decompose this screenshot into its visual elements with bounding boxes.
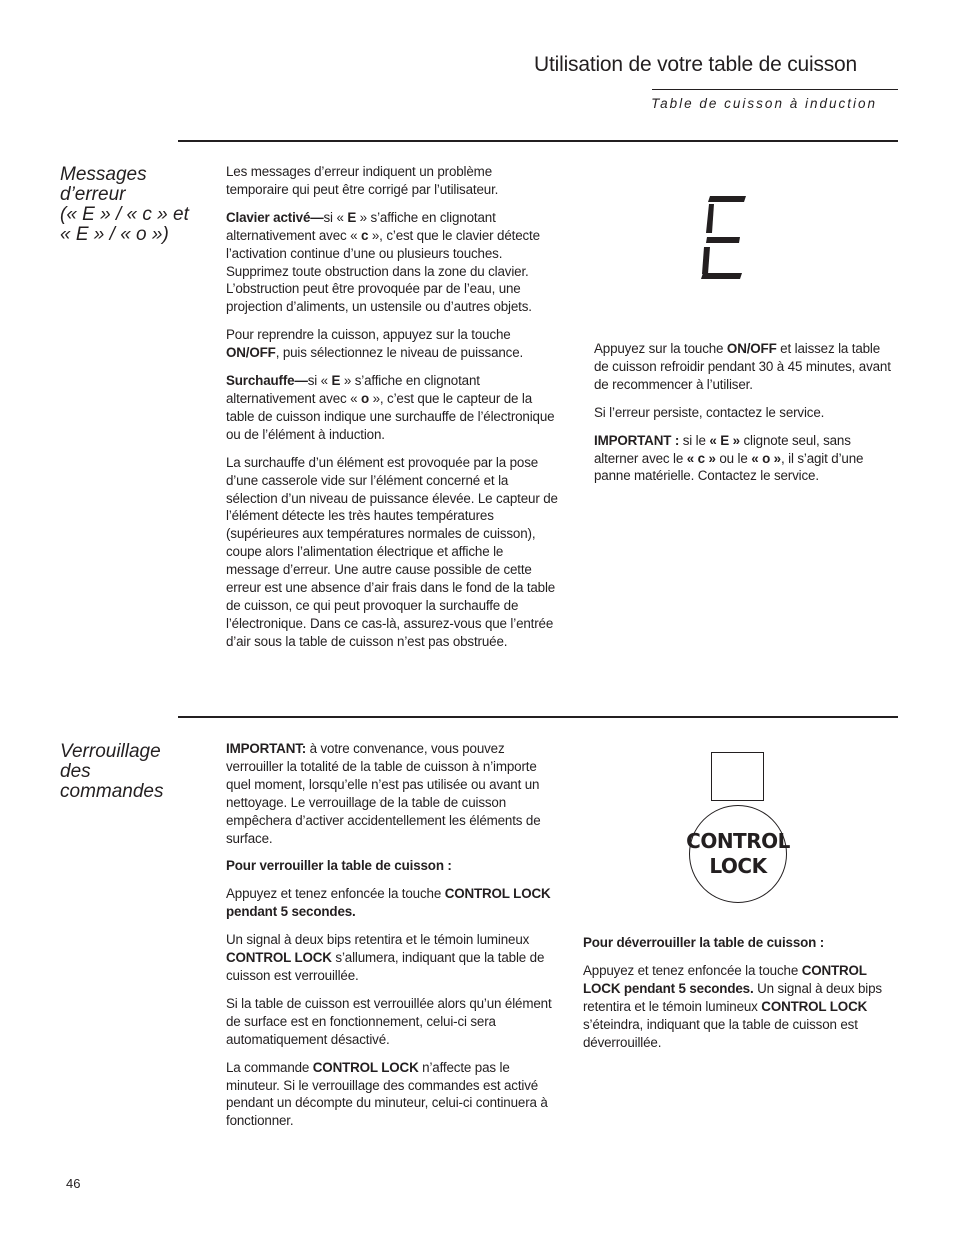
control-lock-body [226,740,558,1140]
section-divider [178,716,898,718]
paragraph-important: IMPORTANT : si le « E » clignote seul, sans alterner avec le « c » ou le « o », il s’agit d’une panne matérielle. Contactez le service. [594,432,864,484]
button-label-line: CONTROL [686,829,790,853]
error-messages-body [226,163,558,661]
control-unlock-body [583,934,897,1061]
paragraph: La commande CONTROL LOCK n’affecte pas le minuteur. Si le verrouillage des commandes est activé pendant un décompte du minuteur, celui-ci continuera à fonctionner. [226,1059,548,1129]
seven-segment-e-display-icon [698,193,750,283]
paragraph: La surchauffe d’un élément est provoquée par la pose d’une casserole vide sur l’élément concerné et la sélection d’un niveau de puissance élevée. Le capteur de l’élément détecte les très hautes températures (supérieures aux températures normales de cuisson), coupe alors l’alimentation électrique et affiche le message d’erreur. Une autre cause possible de cette erreur est une absence d’air frais dans le fond de la table de cuisson, ce qui peut provoquer la surchauffe de l’électronique. Dans ce cas-là, assurez-vous que l’entrée d’air sous la table de cuisson n’est pas obstruée. [226,454,558,649]
section-title-line: commandes [60,781,164,802]
error-messages-actions [594,340,896,495]
button-label-line: LOCK [709,854,767,878]
control-lock-button-illustration [686,805,790,903]
page-subtitle: Table de cuisson à induction [651,96,877,111]
paragraph-important: IMPORTANT: à votre convenance, vous pouvez verrouiller la totalité de la table de cuisson à n’importe quel moment, lorsqu’elle n’est pas utilisée ou avant un nettoyage. Le verrouillage de la table de cuisson empêchera d’activer accidentellement les éléments de surface. [226,741,541,846]
section-title-line: « E » / « o ») [60,224,169,245]
section-title-error-messages [60,165,210,245]
section-title-line: Verrouillage [60,741,161,762]
section-title-line: des [60,761,91,782]
page-title: Utilisation de votre table de cuisson [534,53,857,76]
subheading-lock: Pour verrouiller la table de cuisson : [226,858,452,874]
paragraph: Appuyez et tenez enfoncée la touche CONTROL LOCK pendant 5 secondes. Un signal à deux bips retentira et le témoin lumineux CONTROL LOCK s’éteindra, indiquant que la table de cuisson est déverrouillée. [583,962,882,1050]
section-title-line: (« E » / « c » et [60,204,189,225]
paragraph: Un signal à deux bips retentira et le témoin lumineux CONTROL LOCK s’allumera, indiquant que la table de cuisson est verrouillée. [226,932,545,983]
paragraph: Si l’erreur persiste, contactez le service. [594,404,825,420]
subheading-unlock: Pour déverrouiller la table de cuisson : [583,935,825,950]
section-title-line: Messages [60,164,147,185]
indicator-light-icon [711,752,764,801]
paragraph: Si la table de cuisson est verrouillée alors qu’un élément de surface est en fonctionnement, celui-ci sera automatiquement désactivé. [226,995,552,1047]
paragraph: Les messages d’erreur indiquent un problème temporaire qui peut être corrigé par l’utilisateur. [226,164,499,197]
section-title-control-lock [60,742,210,802]
paragraph: Pour reprendre la cuisson, appuyez sur la touche ON/OFF, puis sélectionnez le niveau de puissance. [226,327,524,361]
paragraph-overheat: Surchauffe—si « E » s’affiche en clignotant alternativement avec « o », c’est que le capteur de la table de cuisson indique une surchauffe de l’électronique ou de l’élément à induction. [226,373,555,442]
section-divider [178,140,898,142]
paragraph: Appuyez sur la touche ON/OFF et laissez la table de cuisson refroidir pendant 30 à 45 minutes, avant de recommencer à l’utiliser. [594,341,891,392]
page-number: 46 [66,1176,81,1191]
header-divider [652,89,898,90]
paragraph: Appuyez et tenez enfoncée la touche CONTROL LOCK pendant 5 secondes. [226,886,551,920]
paragraph-keypad: Clavier activé—si « E » s’affiche en clignotant alternativement avec « c », c’est que le clavier détecte l’activation continue d’une ou plusieurs touches. Supprimez toute obstruction dans la zone du clavier. L’obstruction peut être provoquée par de l’eau, une projection d’aliments, un ustensile ou d’autres objets. [226,209,540,315]
section-title-line: d’erreur [60,184,126,205]
